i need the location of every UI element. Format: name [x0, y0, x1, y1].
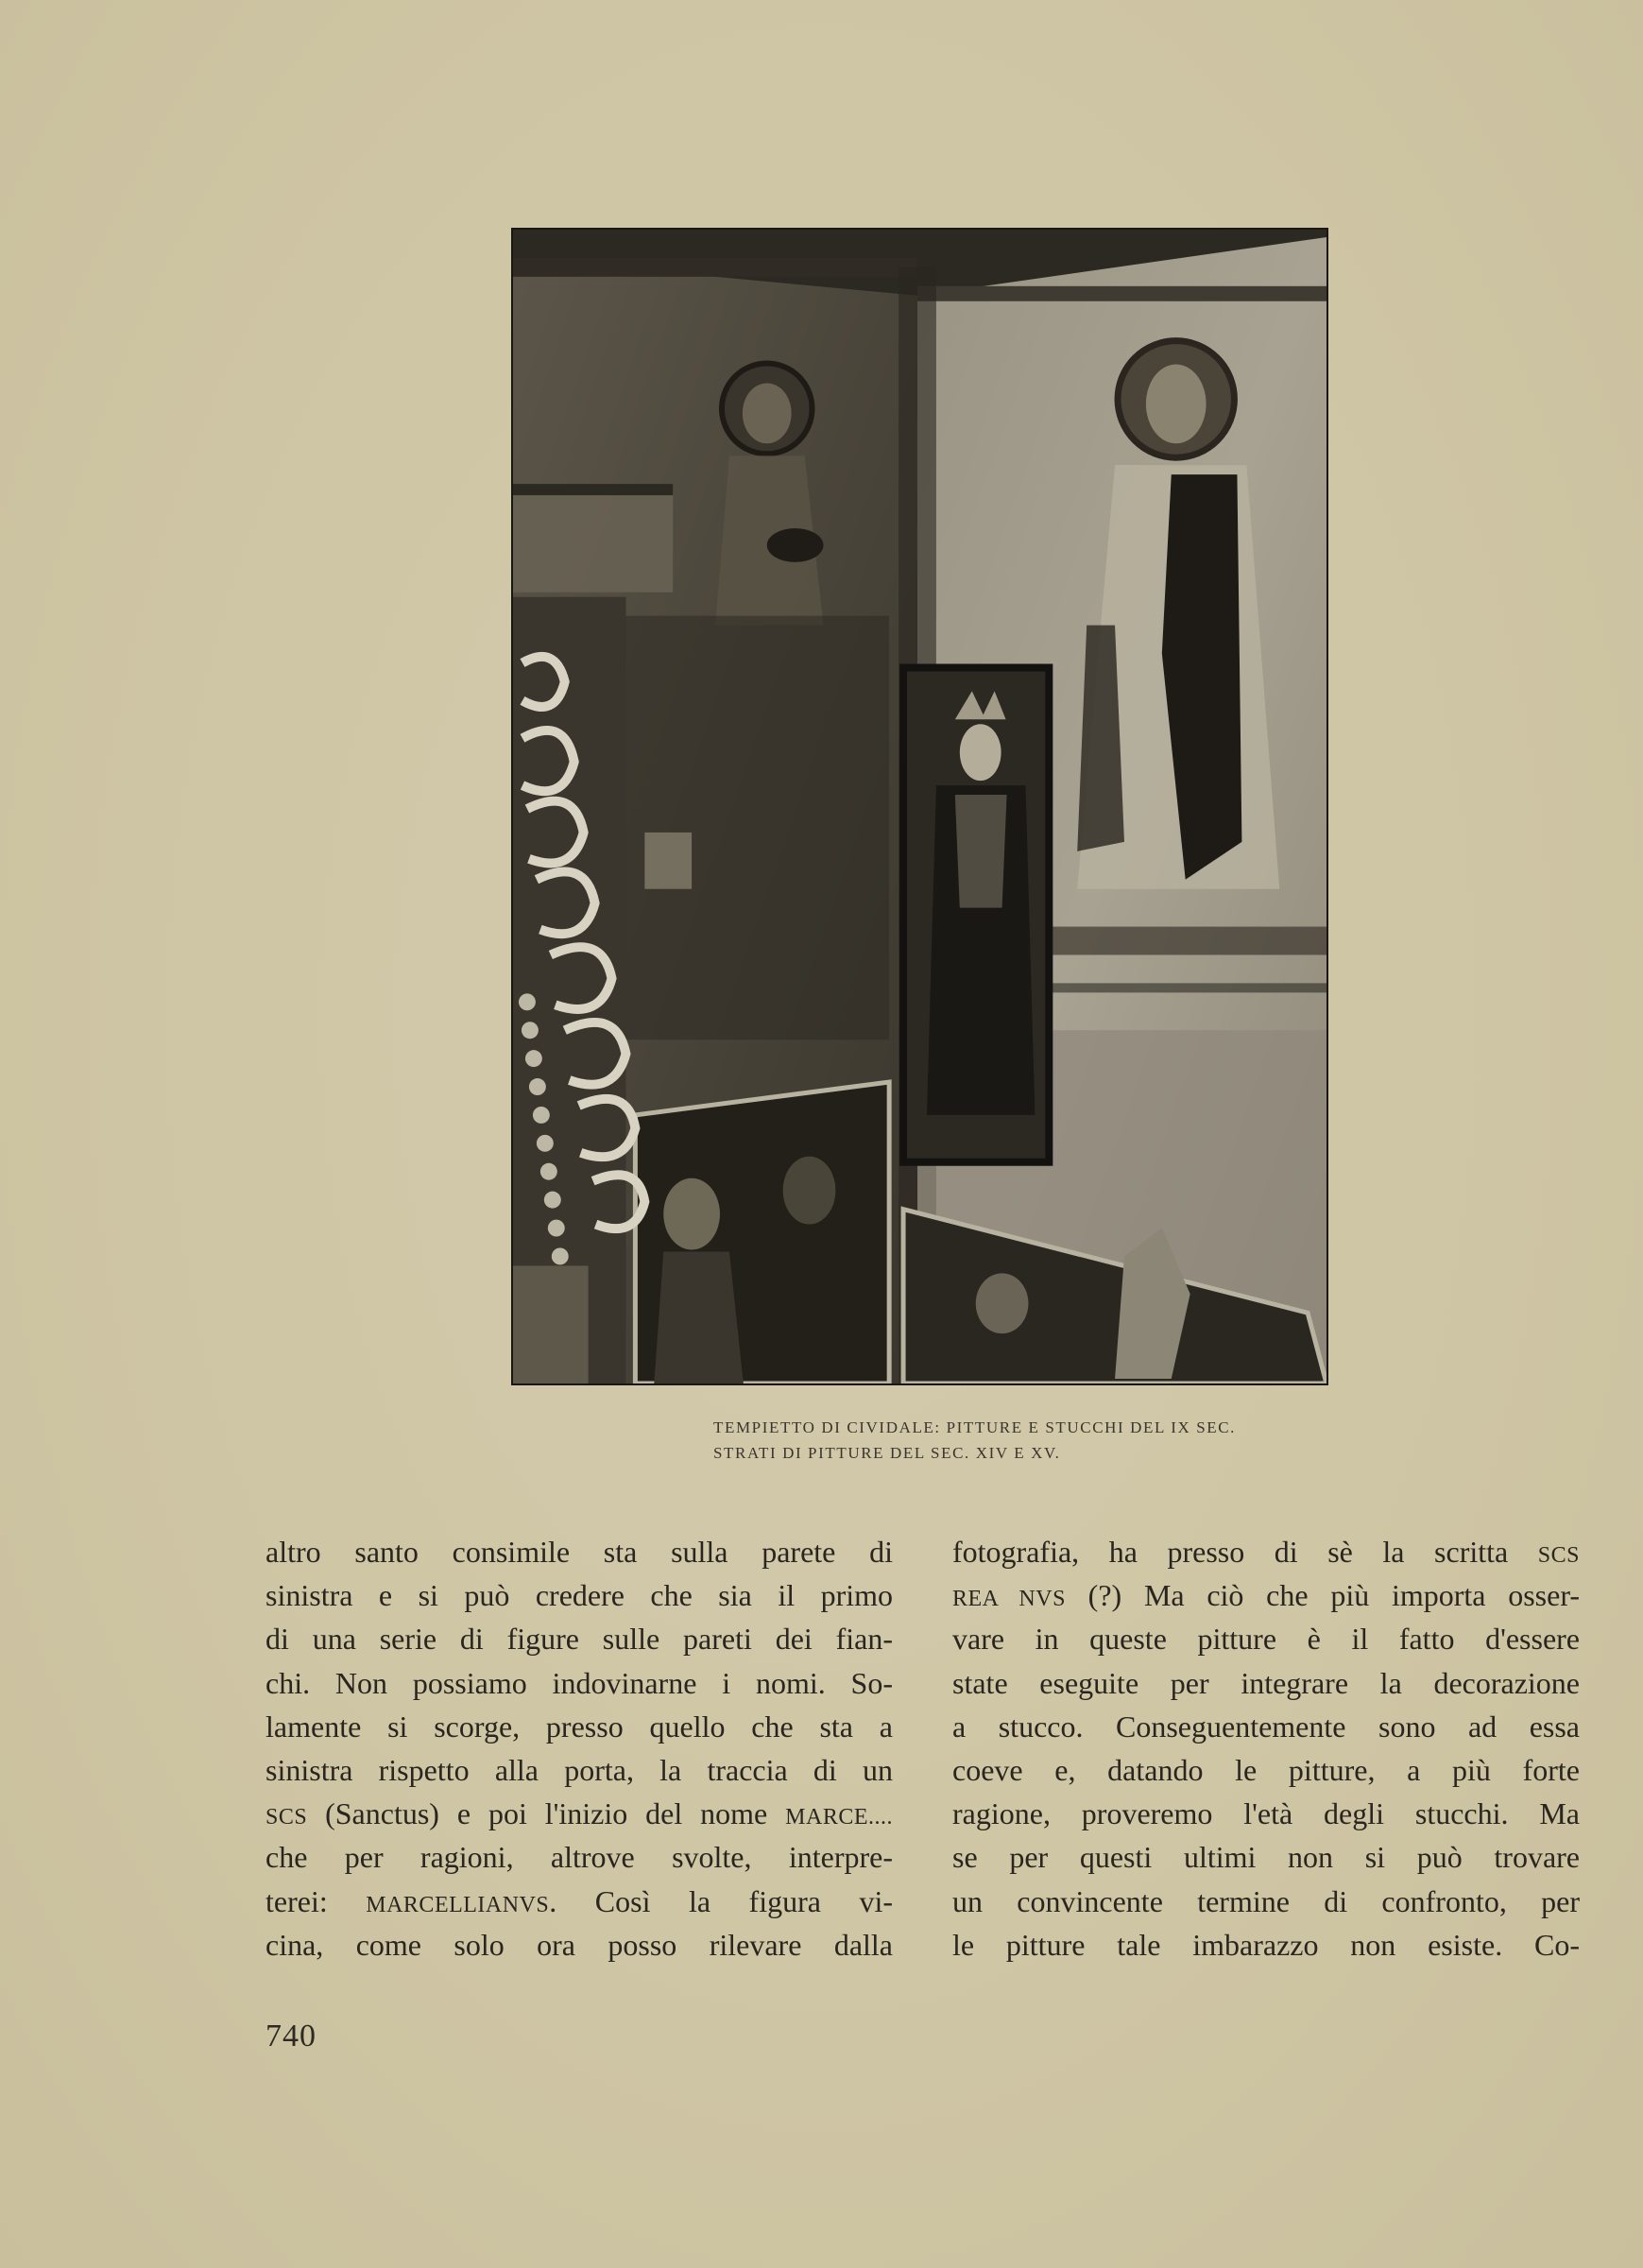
- text-line: terei: MARCELLIANVS. Così la figura vi-: [265, 1883, 894, 1918]
- fresco-photograph: [511, 228, 1328, 1385]
- text-line: se per questi ultimi non si può trovare: [952, 1840, 1580, 1875]
- text-line: ragione, proveremo l'età degli stucchi. Ma: [952, 1796, 1580, 1831]
- text-line: cina, come solo ora posso rilevare dalla: [265, 1927, 893, 1962]
- text-line: chi. Non possiamo indovinarne i nomi. So-: [265, 1665, 893, 1700]
- text-line: un convincente termine di confronto, per: [952, 1883, 1580, 1918]
- figure-caption: [713, 1415, 1375, 1466]
- text-line: altro santo consimile sta sulla parete di: [265, 1535, 893, 1569]
- text-line: coeve e, datando le pitture, a più forte: [952, 1752, 1580, 1787]
- page-number: 740: [265, 2019, 317, 2053]
- text-line: sinistra e si può credere che sia il primo: [265, 1578, 893, 1613]
- text-line: state eseguite per integrare la decorazione: [952, 1665, 1580, 1700]
- fresco-image: [513, 230, 1326, 1383]
- text-line: le pitture tale imbarazzo non esiste. Co-: [952, 1927, 1580, 1962]
- text-line: a stucco. Conseguentemente sono ad essa: [952, 1709, 1580, 1744]
- caption-line-2: STRATI DI PITTURE DEL SEC. XIV E XV.: [713, 1444, 1061, 1462]
- caption-line-1: TEMPIETTO DI CIVIDALE: PITTURE E STUCCHI DEL IX SEC.: [713, 1418, 1237, 1436]
- text-line: lamente si scorge, presso quello che sta a: [265, 1709, 893, 1744]
- text-line: vare in queste pitture è il fatto d'essere: [952, 1622, 1580, 1657]
- text-line: SCS (Sanctus) e poi l'inizio del nome MARCE....: [265, 1796, 893, 1831]
- right-text-column: [952, 1530, 1580, 1967]
- text-line: che per ragioni, altrove svolte, interpre-: [265, 1840, 893, 1875]
- text-line: fotografia, ha presso di sè la scritta SCS: [952, 1535, 1580, 1569]
- text-line: REA NVS (?) Ma ciò che più importa osser-: [952, 1578, 1581, 1613]
- text-line: sinistra rispetto alla porta, la traccia di un: [265, 1752, 893, 1787]
- left-text-column: [265, 1530, 893, 1967]
- text-line: di una serie di figure sulle pareti dei fian-: [265, 1622, 893, 1657]
